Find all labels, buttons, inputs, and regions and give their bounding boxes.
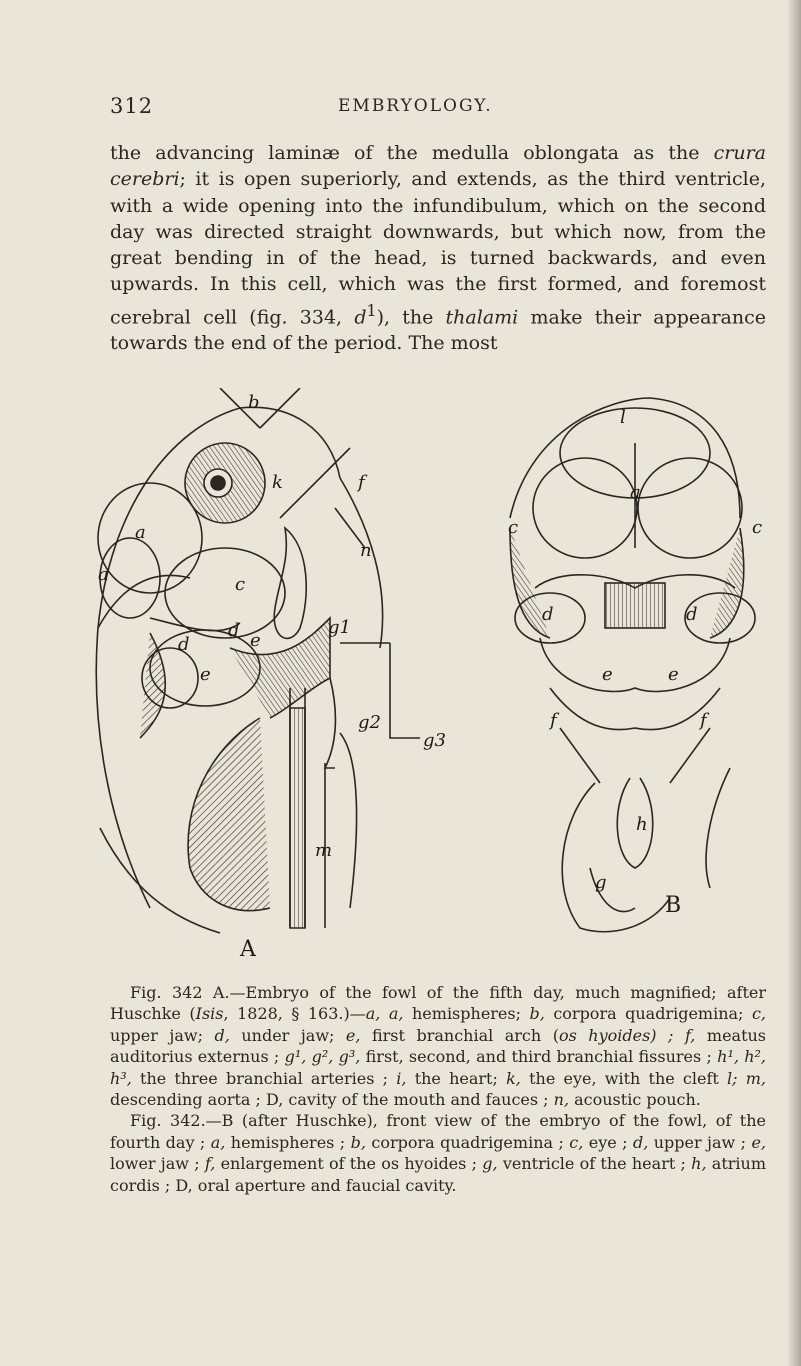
caption-italic: h¹, h², h³, bbox=[110, 1047, 767, 1088]
label-a-f: f bbox=[358, 472, 365, 493]
body-paragraph bbox=[110, 140, 766, 357]
panel-b-drawing bbox=[510, 398, 755, 932]
body-italic-term: thalami bbox=[445, 306, 519, 329]
label-b-h: h bbox=[636, 814, 648, 835]
label-a-m: m bbox=[315, 840, 333, 861]
caption-text: hemispheres ; bbox=[225, 1132, 351, 1152]
caption-italic: f, bbox=[204, 1154, 216, 1174]
label-a-g3: g3 bbox=[423, 730, 446, 751]
label-a-n: n bbox=[360, 540, 372, 561]
caption-text: first branchial arch ( bbox=[360, 1025, 559, 1045]
running-head: EMBRYOLOGY. bbox=[338, 96, 493, 116]
label-b-l: l bbox=[620, 407, 626, 428]
caption-text: Fig. 342.—B (after Huschke), front view of the embryo of the fowl, of the fourth day ; bbox=[110, 1111, 766, 1152]
caption-text: corpora quadrigemina ; bbox=[365, 1132, 570, 1152]
panel-b-labels bbox=[508, 407, 762, 918]
label-b-f2: f bbox=[700, 710, 707, 731]
caption-text: hemispheres; bbox=[403, 1004, 530, 1024]
body-superscript: 1 bbox=[366, 300, 377, 320]
caption-paragraph-a bbox=[110, 982, 766, 1110]
caption-text: descending aorta ; D, cavity of the mouth and fauces ; bbox=[110, 1090, 554, 1110]
body-italic-term: crura cerebri bbox=[110, 142, 766, 191]
caption-paragraph-b bbox=[110, 1110, 766, 1196]
caption-text: acoustic pouch. bbox=[569, 1090, 701, 1110]
body-italic-term: d bbox=[354, 306, 367, 329]
page-header bbox=[110, 94, 750, 124]
caption-text: lower jaw ; bbox=[110, 1154, 205, 1174]
caption-text: the eye, with the cleft bbox=[520, 1068, 728, 1088]
label-a-e1: e bbox=[250, 630, 261, 651]
panel-a-letter: A bbox=[240, 937, 256, 958]
caption-text: first, second, and third branchial fissures ; bbox=[360, 1047, 718, 1067]
caption-italic: a, bbox=[210, 1132, 226, 1152]
caption-italic: e, bbox=[345, 1025, 361, 1045]
label-b-e1: e bbox=[602, 664, 613, 685]
label-a-g2: g2 bbox=[358, 712, 381, 733]
label-a-b: b bbox=[248, 392, 260, 413]
caption-italic: d, bbox=[632, 1132, 649, 1152]
caption-italic: c, bbox=[569, 1132, 584, 1152]
caption-italic: c, bbox=[751, 1004, 766, 1024]
page-edge-shadow bbox=[787, 0, 801, 1366]
body-text-run: ; it is open superiorly, and extends, as the third ventricle, with a wide opening into the infundibulum, which on the second day was directed straight downwards, but which now, from the great bending in of the head, is turned backwards, and even upwards. In this cell, which was the first formed, and foremost cerebral cell (fig. 334, bbox=[110, 168, 766, 329]
body-text-run: make their appearance towards the end of the period. The most bbox=[110, 306, 766, 355]
panel-b-letter: B bbox=[665, 893, 682, 918]
label-b-c1: c bbox=[508, 517, 519, 538]
caption-italic: l; m, bbox=[727, 1068, 767, 1088]
caption-italic: a, a, bbox=[365, 1004, 404, 1024]
caption-text: meatus auditorius externus ; bbox=[110, 1025, 767, 1067]
caption-italic: b, bbox=[350, 1132, 366, 1152]
label-b-d1: d bbox=[542, 604, 554, 625]
panel-a-drawing bbox=[96, 388, 420, 933]
caption-italic: n, bbox=[553, 1090, 570, 1110]
caption-italic: k, bbox=[506, 1068, 521, 1088]
label-a-g1: g1 bbox=[328, 617, 351, 638]
caption-text: corpora quadrigemina; bbox=[544, 1004, 752, 1024]
embryo-figure bbox=[90, 388, 780, 958]
caption-italic: g, bbox=[482, 1154, 498, 1174]
label-b-g: g bbox=[595, 872, 607, 893]
caption-italic: h, bbox=[691, 1154, 707, 1174]
caption-text: enlargement of the os hyoides ; bbox=[215, 1154, 483, 1174]
label-b-a: a bbox=[630, 482, 641, 503]
label-b-c2: c bbox=[752, 517, 763, 538]
page-number: 312 bbox=[110, 94, 154, 118]
caption-italic: g¹, g², g³, bbox=[284, 1047, 361, 1067]
figure-caption bbox=[110, 982, 766, 1196]
label-a-e2: e bbox=[200, 664, 211, 685]
label-a-c: c bbox=[235, 574, 246, 595]
caption-text: eye ; bbox=[583, 1132, 633, 1152]
label-a-k: k bbox=[272, 472, 283, 493]
caption-italic: b, bbox=[529, 1004, 545, 1024]
caption-italic: i, bbox=[396, 1068, 407, 1088]
caption-italic: d, bbox=[214, 1025, 230, 1045]
label-a-d1: d bbox=[228, 620, 240, 641]
caption-text: Fig. 342 A.—Embryo of the fowl of the fifth day, much magnified; after Huschke ( bbox=[110, 983, 766, 1024]
label-b-f1: f bbox=[550, 710, 557, 731]
caption-italic: Isis bbox=[195, 1004, 224, 1024]
caption-text: the three branchial arteries ; bbox=[131, 1068, 397, 1088]
body-text-run: the advancing laminæ of the medulla oblongata as the bbox=[110, 142, 714, 164]
caption-text: , 1828, § 163.)— bbox=[223, 1004, 366, 1024]
label-a-d2: d bbox=[178, 634, 190, 655]
caption-text: upper jaw; bbox=[110, 1025, 215, 1045]
label-b-d2: d bbox=[686, 604, 698, 625]
caption-text: the heart; bbox=[406, 1068, 507, 1088]
caption-text: ventricle of the heart ; bbox=[497, 1154, 692, 1174]
caption-italic: e, bbox=[751, 1132, 767, 1152]
label-b-e2: e bbox=[668, 664, 679, 685]
caption-text: under jaw; bbox=[229, 1025, 346, 1045]
body-text-run: ), the bbox=[376, 306, 446, 329]
label-a-a2: a bbox=[98, 564, 109, 585]
caption-text: upper jaw ; bbox=[648, 1132, 752, 1152]
caption-text: atrium cordis ; D, oral aperture and faucial cavity. bbox=[110, 1154, 767, 1195]
embryo-illustration bbox=[90, 388, 780, 958]
caption-italic: os hyoides) ; f, bbox=[558, 1025, 696, 1045]
label-a-a1: a bbox=[135, 522, 146, 543]
